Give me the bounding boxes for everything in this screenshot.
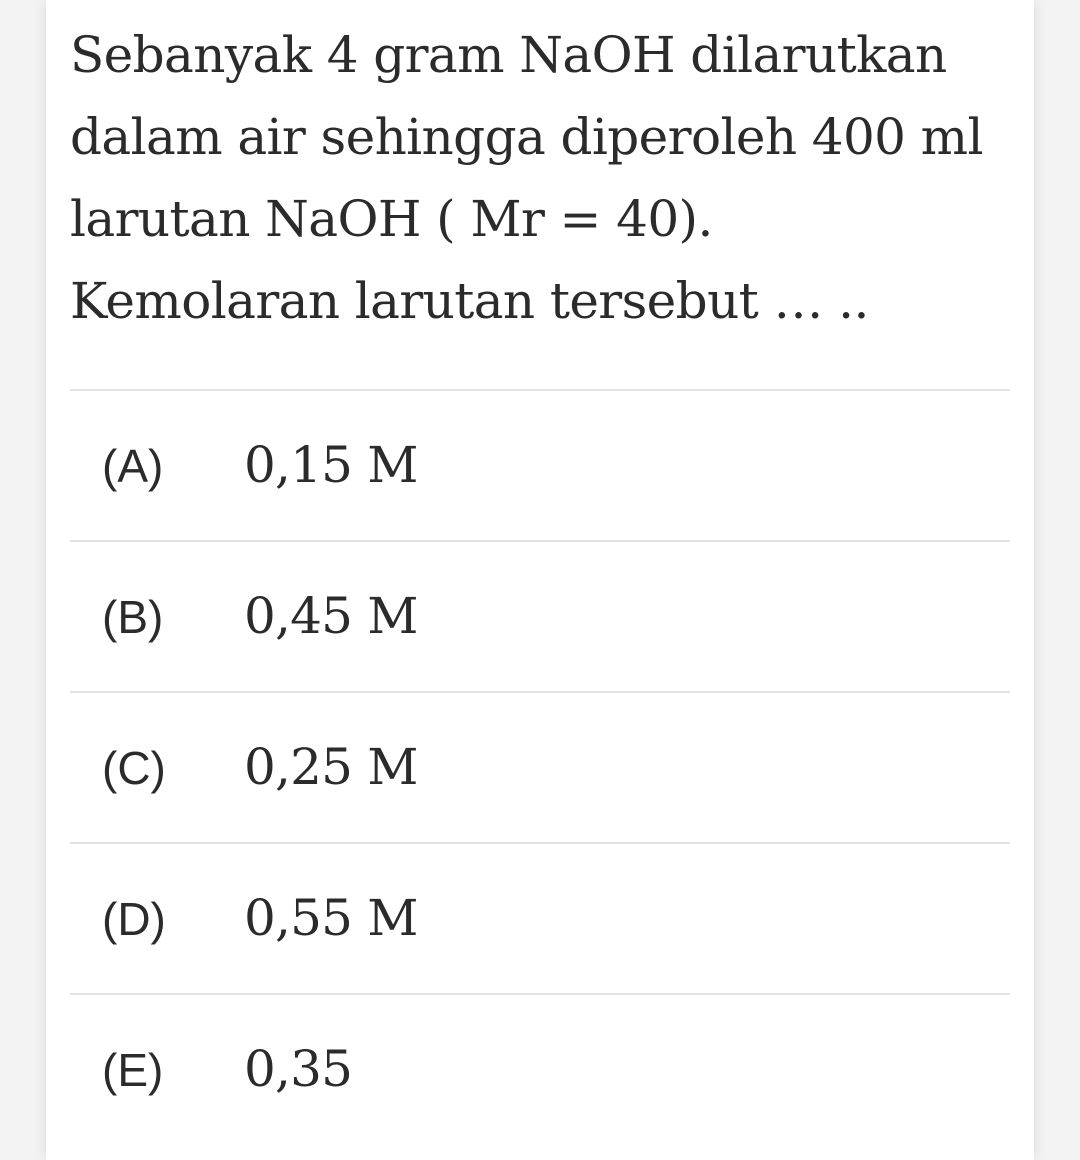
answer-options	[70, 389, 1010, 1144]
option-e[interactable]	[70, 993, 1010, 1144]
option-c[interactable]	[70, 691, 1010, 842]
option-letter: (B)	[102, 591, 164, 643]
option-letter: (C)	[102, 742, 166, 794]
option-letter: (A)	[102, 440, 164, 492]
option-d[interactable]	[70, 842, 1010, 993]
option-a[interactable]	[70, 389, 1010, 540]
option-text: 0,25 M	[244, 738, 418, 796]
option-letter: (D)	[102, 893, 166, 945]
option-text: 0,55 M	[244, 889, 418, 947]
option-b[interactable]	[70, 540, 1010, 691]
question-text: Sebanyak 4 gram NaOH dilarutkan dalam air sehingga diperoleh 400 ml larutan NaOH ( Mr = 40). Kemolaran larutan tersebut … ..	[70, 26, 983, 330]
option-text: 0,45 M	[244, 587, 418, 645]
question-card	[46, 0, 1034, 1160]
option-letter: (E)	[102, 1044, 164, 1096]
option-text: 0,15 M	[244, 436, 418, 494]
option-text: 0,35	[244, 1040, 353, 1098]
